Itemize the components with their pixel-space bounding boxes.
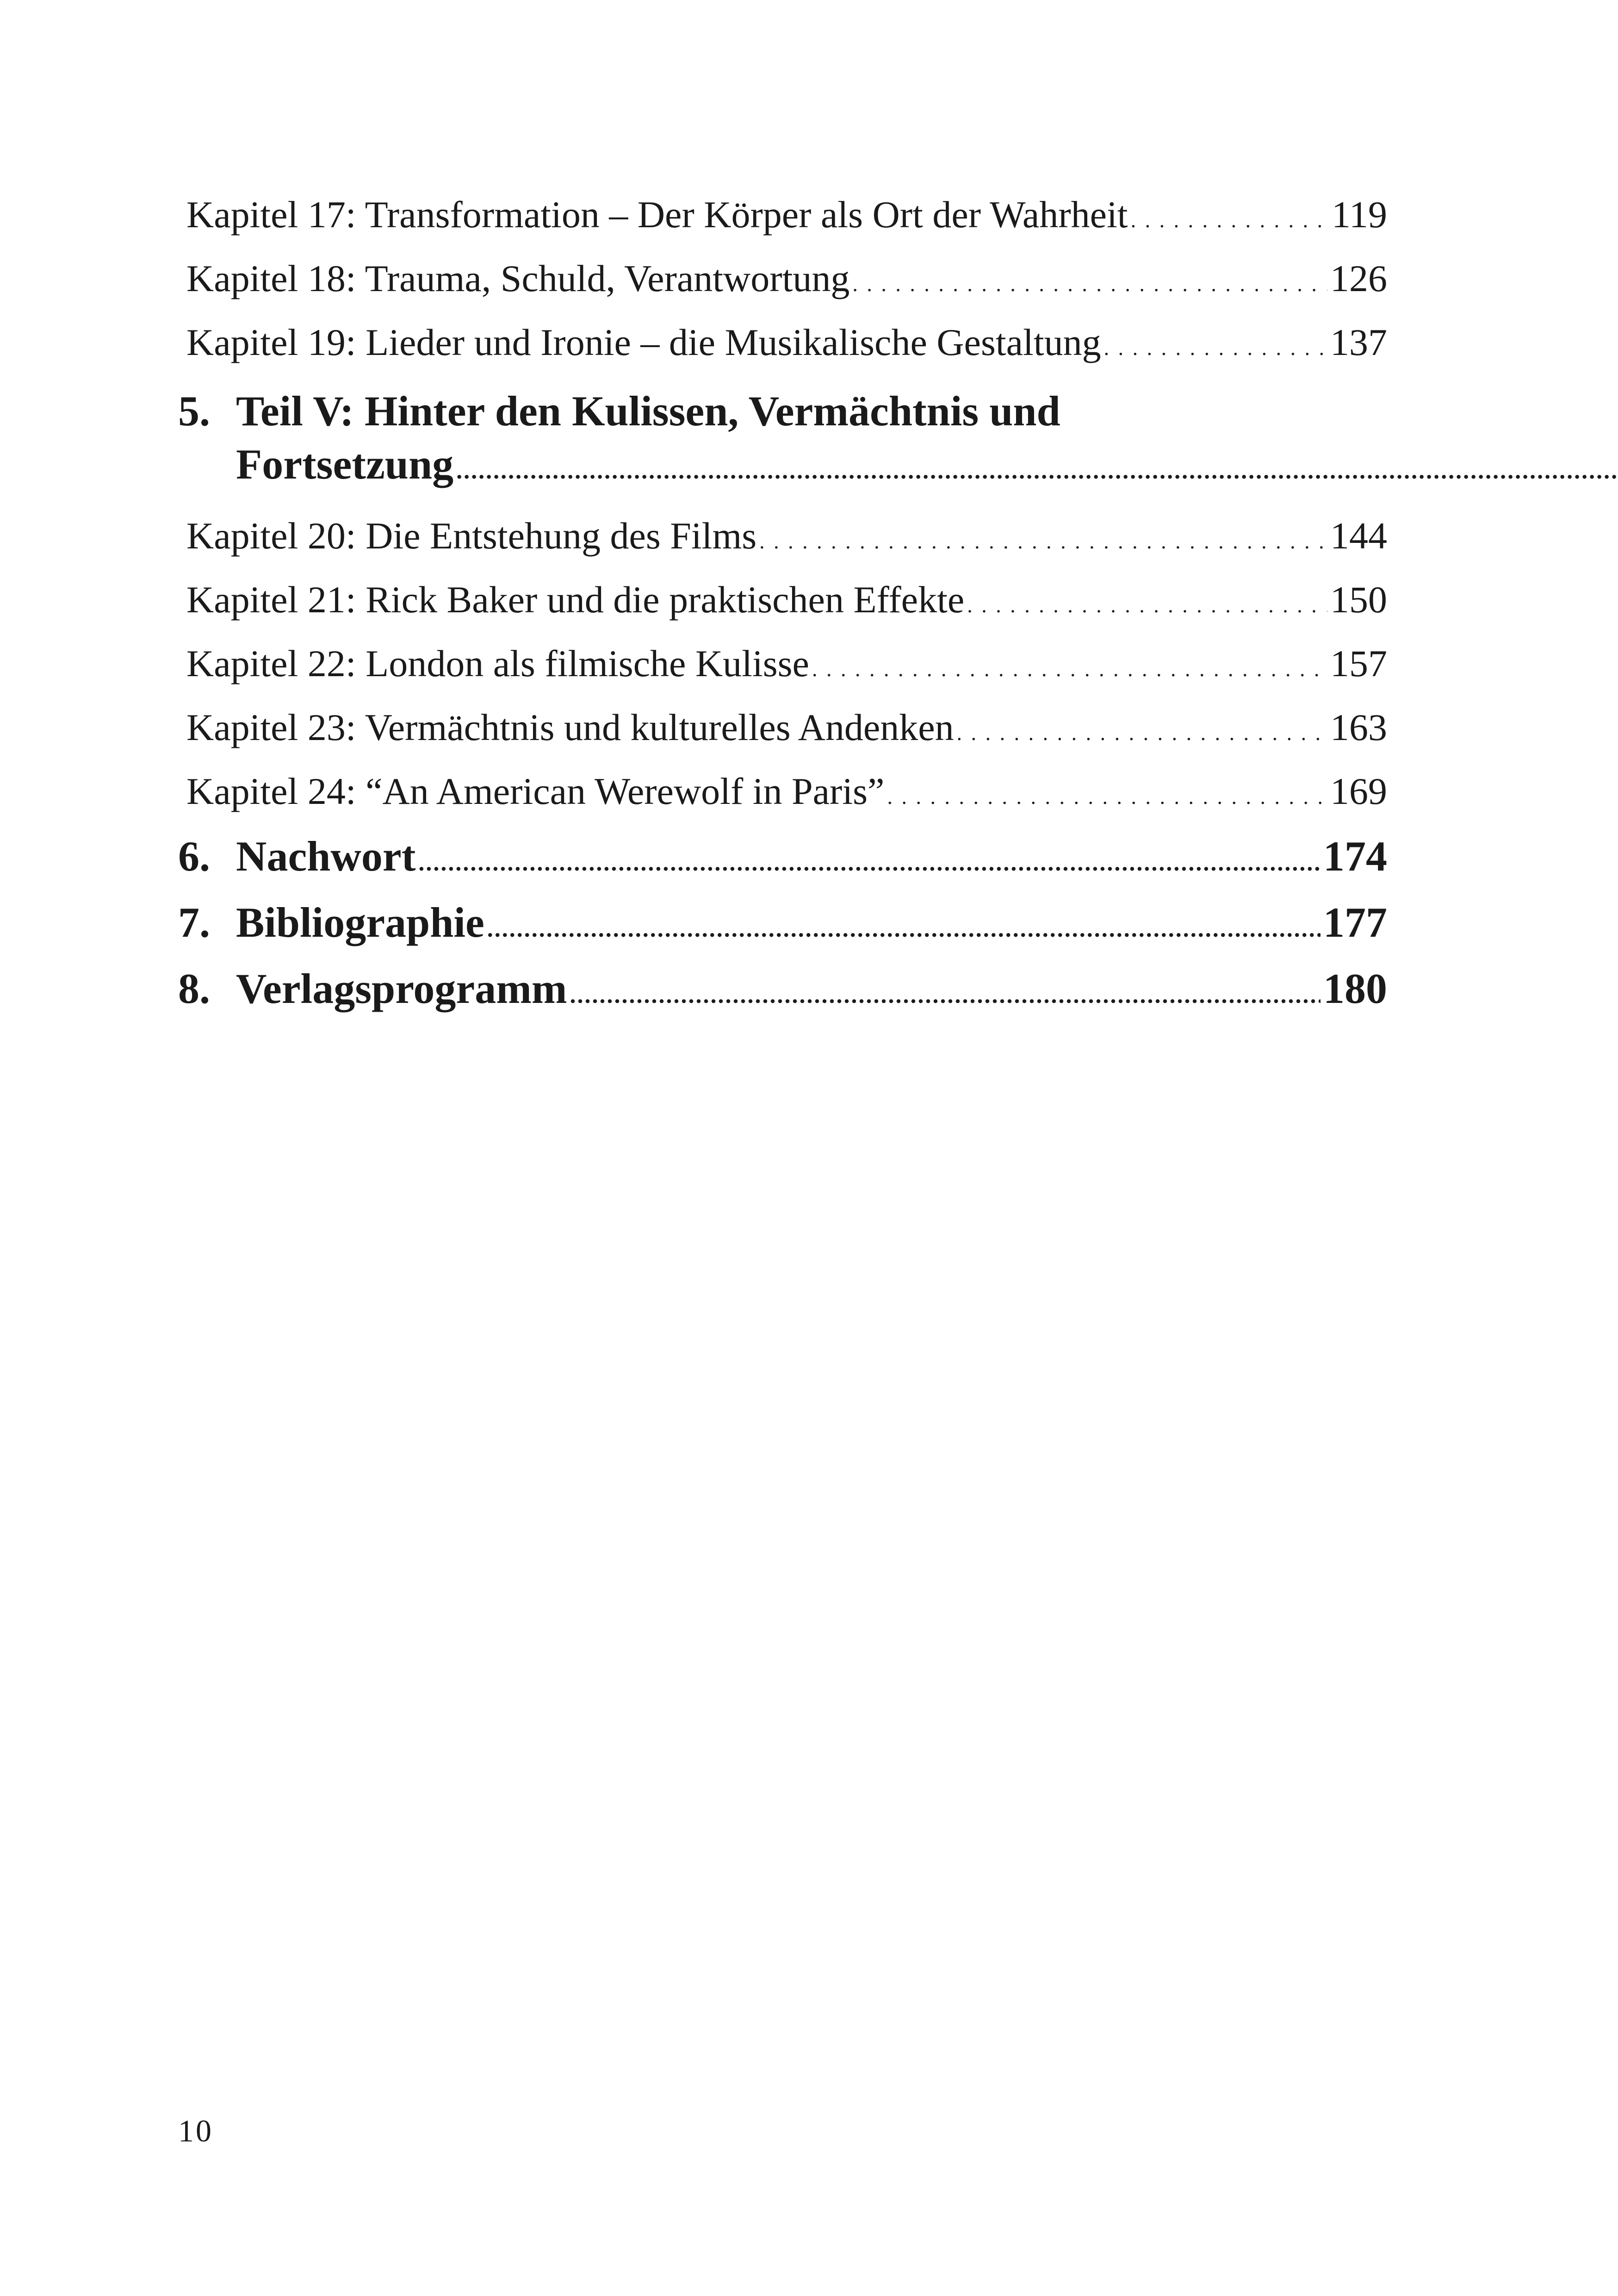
dot-leader [887, 765, 1327, 829]
toc-entry-section-6[interactable] [178, 823, 1387, 890]
toc-entry-page: 169 [1330, 770, 1387, 812]
toc-entry-section-7[interactable] [178, 890, 1387, 956]
toc-entry-title: Kapitel 23: Vermächtnis und kulturelles Andenken [186, 706, 954, 748]
toc-entry-chapter-18[interactable] [178, 247, 1387, 311]
toc-entry-page: 163 [1330, 706, 1387, 748]
dot-leader [418, 830, 1320, 896]
toc-entry-chapter-19[interactable] [178, 311, 1387, 374]
toc-entry-page: 180 [1323, 965, 1387, 1012]
toc-entry-page: 126 [1330, 257, 1387, 299]
dot-leader [456, 444, 1618, 498]
dot-leader [957, 701, 1327, 765]
toc-entry-title: Bibliographie [236, 899, 484, 946]
dot-leader [759, 510, 1327, 573]
toc-part-number: 8. [178, 965, 210, 1012]
toc-entry-title: Kapitel 21: Rick Baker und die praktischen Effekte [186, 579, 965, 621]
toc-entry-section-8[interactable] [178, 956, 1387, 1022]
toc-part-title-line1: Teil V: Hinter den Kulissen, Vermächtnis und [236, 387, 1060, 435]
toc-entry-page: 174 [1323, 833, 1387, 880]
toc-entry-title: Kapitel 24: “An American Werewolf in Paris” [186, 770, 885, 812]
page-number: 10 [178, 2113, 213, 2148]
dot-leader [852, 252, 1327, 316]
toc-part-title-continued: Fortsetzung [236, 441, 454, 488]
toc-entry-chapter-17[interactable] [178, 183, 1387, 247]
toc-entry-chapter-22[interactable] [178, 632, 1387, 696]
toc-entry-title: Verlagsprogramm [236, 965, 567, 1012]
toc-entry-title: Kapitel 22: London als filmische Kulisse [186, 642, 809, 684]
toc-entry-page: 119 [1332, 193, 1387, 236]
toc-part-number: 5. [178, 387, 210, 435]
toc-part-number: 6. [178, 833, 210, 880]
toc-entry-title: Kapitel 17: Transformation – Der Körper als Ort der Wahrheit [186, 193, 1128, 236]
toc-entry-chapter-20[interactable] [178, 504, 1387, 568]
toc-entry-chapter-23[interactable] [178, 696, 1387, 759]
toc-entry-page: 157 [1330, 642, 1387, 684]
dot-leader [967, 573, 1327, 637]
toc-entry-page: 150 [1330, 579, 1387, 621]
toc-entry-page: 144 [1330, 515, 1387, 557]
toc-entry-title: Kapitel 19: Lieder und Ironie – die Musikalische Gestaltung [186, 321, 1101, 363]
toc-entry-chapter-21[interactable] [178, 568, 1387, 632]
toc-part-number: 7. [178, 899, 210, 946]
dot-leader [1131, 188, 1329, 252]
dot-leader [1104, 316, 1327, 380]
toc-entry-title: Kapitel 18: Trauma, Schuld, Verantwortung [186, 257, 850, 299]
toc-entry-title: Nachwort [236, 833, 416, 880]
toc-entry-page: 177 [1323, 899, 1387, 946]
dot-leader [487, 896, 1320, 962]
toc-entry-chapter-24[interactable] [178, 759, 1387, 823]
table-of-contents [178, 183, 1387, 1022]
toc-part-title-line2 [236, 438, 1618, 498]
toc-part-body [236, 385, 1618, 498]
toc-entry-title: Kapitel 20: Die Entstehung des Films [186, 515, 757, 557]
toc-entry-page: 137 [1330, 321, 1387, 363]
toc-entry-part-5[interactable] [178, 385, 1387, 498]
dot-leader [812, 637, 1327, 701]
dot-leader [570, 962, 1320, 1028]
